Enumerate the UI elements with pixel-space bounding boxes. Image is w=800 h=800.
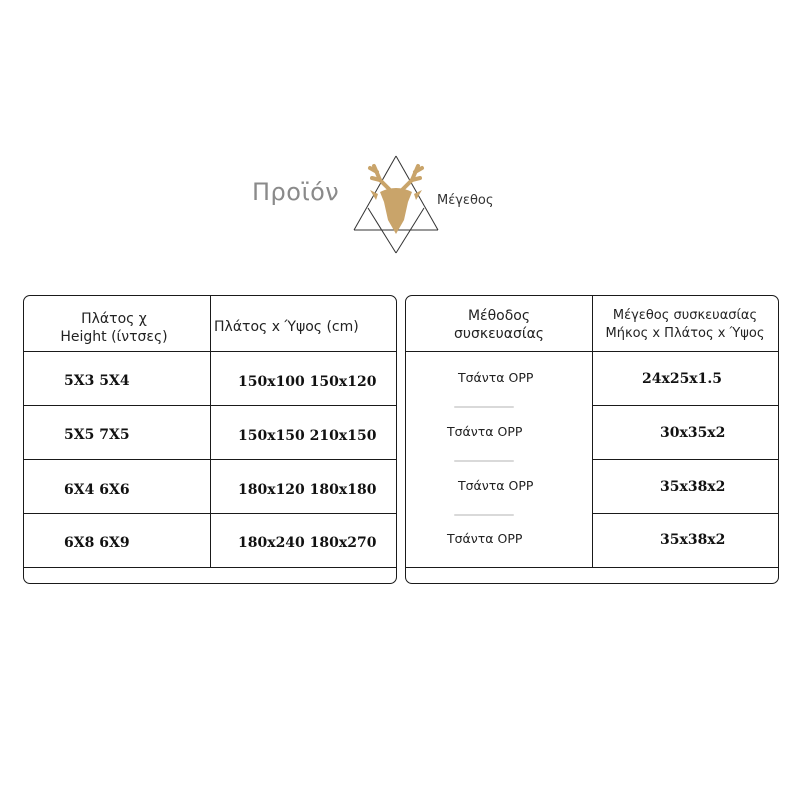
table-cell-cm: 180x120 180x180 xyxy=(238,482,377,498)
size-title: Μέγεθος xyxy=(437,193,494,208)
table-cell-package-size: 24x25x1.5 xyxy=(642,371,723,387)
table-cell-inches: 6X8 6X9 xyxy=(64,535,130,551)
table-cell-method: Τσάντα OPP xyxy=(458,478,534,493)
table-cell-package-size: 35x38x2 xyxy=(660,532,726,548)
table-cell-inches: 5X3 5X4 xyxy=(64,373,130,389)
divider-faint xyxy=(454,406,514,408)
table-cell-method: Τσάντα OPP xyxy=(447,531,523,546)
table-cell-method: Τσάντα OPP xyxy=(458,370,534,385)
table-cell-inches: 6X4 6X6 xyxy=(64,482,130,498)
table-cell-package-size: 30x35x2 xyxy=(660,425,726,441)
table-cell-package-size: 35x38x2 xyxy=(660,479,726,495)
packaging-table-header-size: Μέγεθος συσκευασίας Μήκος x Πλάτος x Ύψος xyxy=(605,308,765,341)
deer-head-triangle-icon xyxy=(350,150,442,256)
product-title: Προϊόν xyxy=(252,178,340,206)
table-cell-cm: 150x100 150x120 xyxy=(238,374,377,390)
table-cell-inches: 5X5 7X5 xyxy=(64,427,130,443)
size-table-header-cm: Πλάτος x Ύψος (cm) xyxy=(214,319,359,335)
table-cell-cm: 150x150 210x150 xyxy=(238,428,377,444)
divider-faint xyxy=(454,460,514,462)
table-cell-cm: 180x240 180x270 xyxy=(238,535,377,551)
table-cell-method: Τσάντα OPP xyxy=(447,424,523,439)
size-table xyxy=(23,295,397,584)
size-table-header-inches: Πλάτος χ Height (ίντσες) xyxy=(60,311,168,345)
packaging-table xyxy=(405,295,779,584)
divider-faint xyxy=(454,514,514,516)
packaging-table-header-method: Μέθοδος συσκευασίας xyxy=(453,308,545,342)
